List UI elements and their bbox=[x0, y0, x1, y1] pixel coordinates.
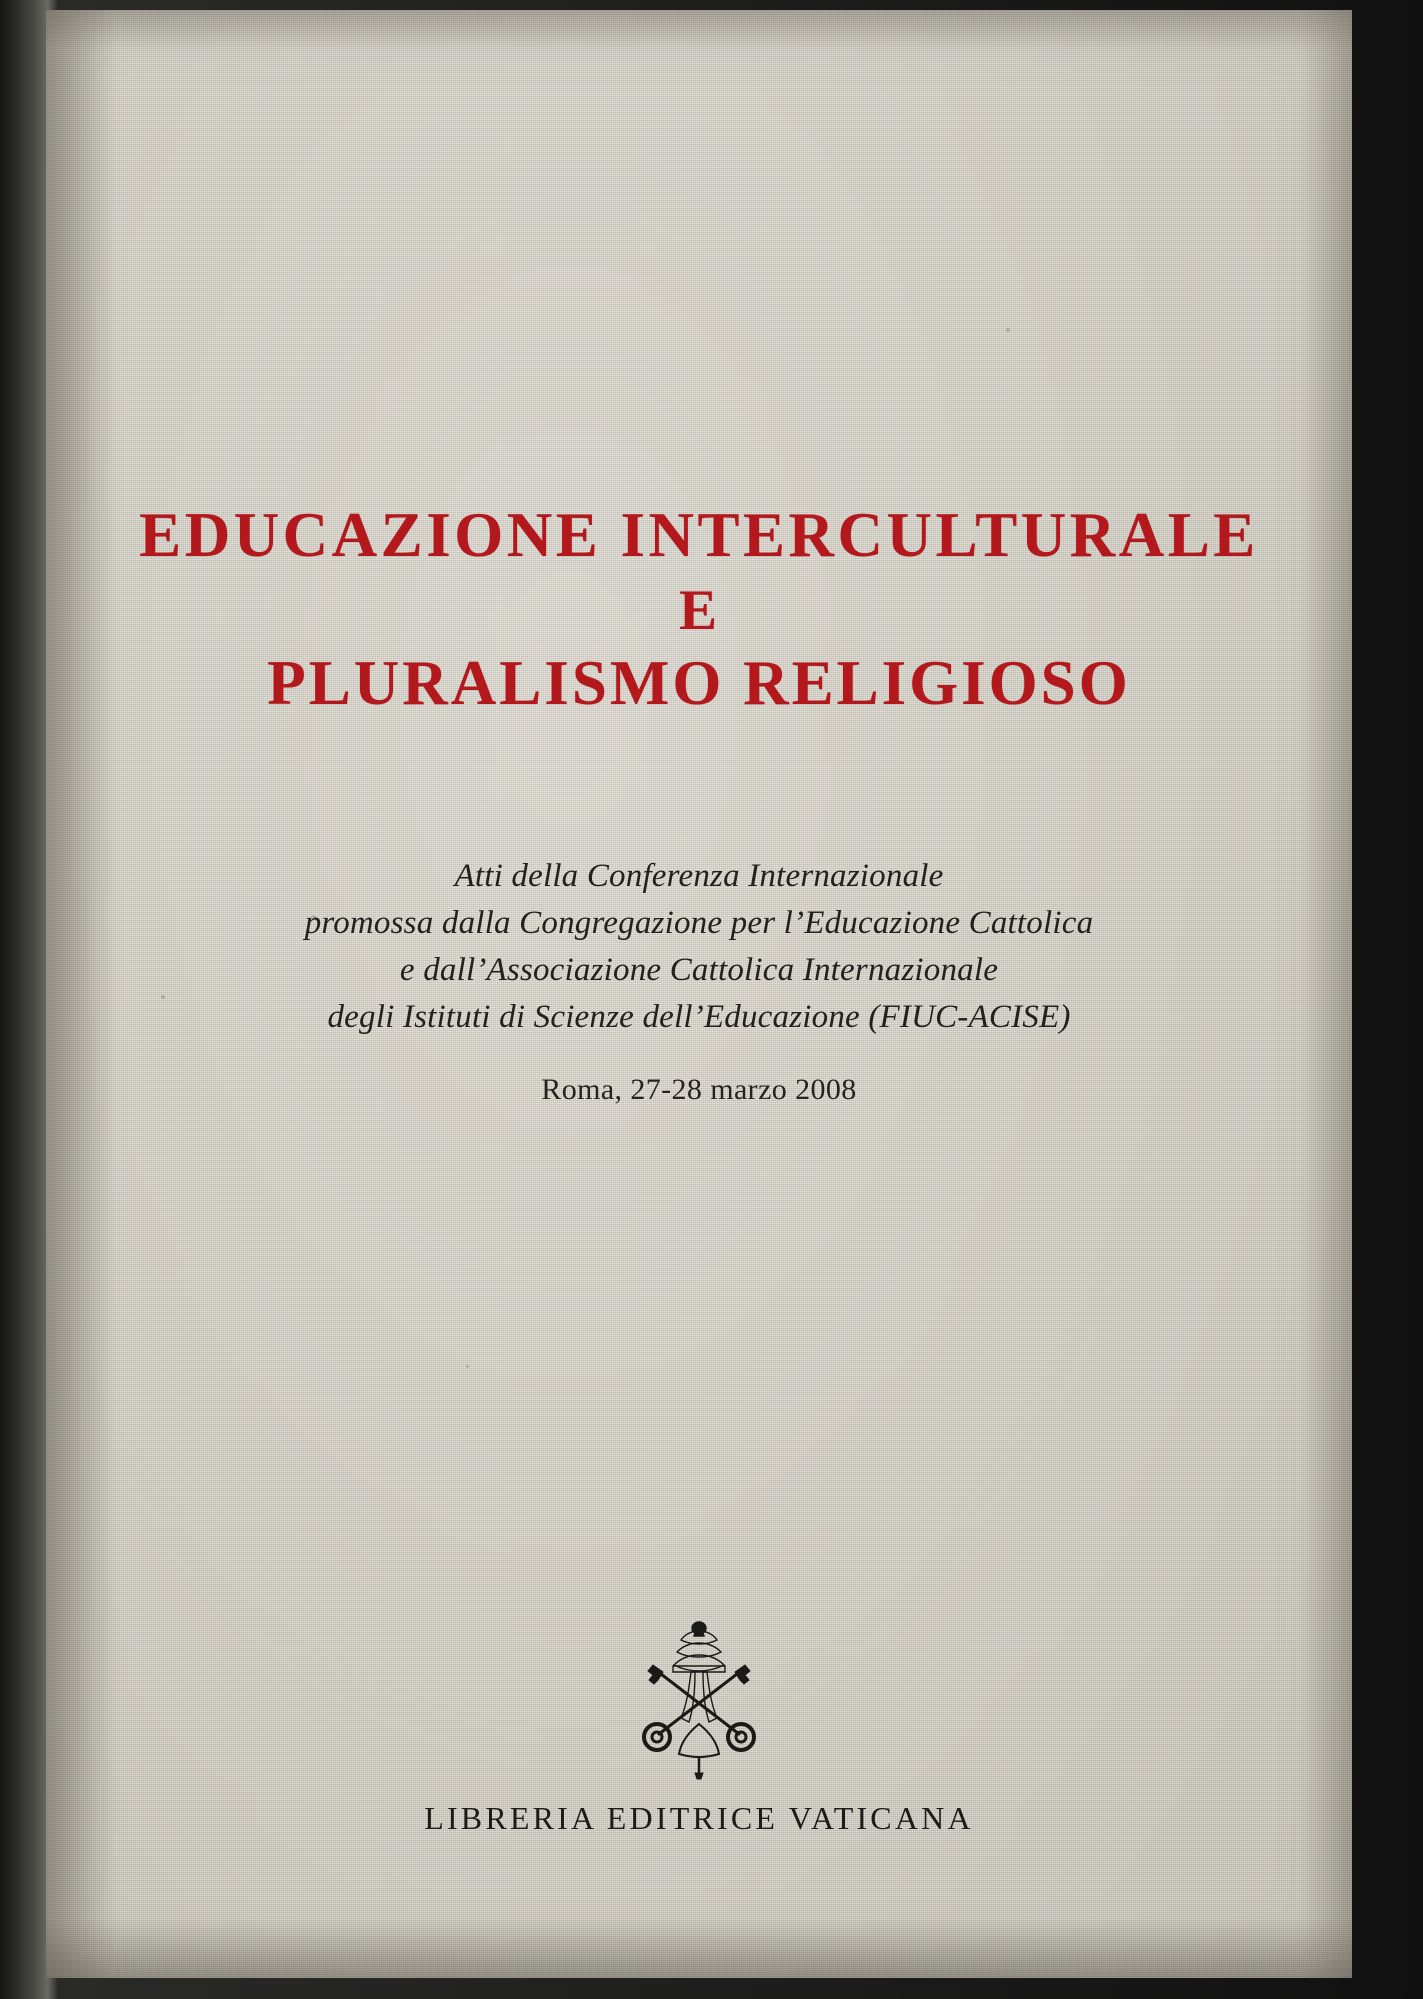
page-title bbox=[46, 500, 1352, 719]
title-line-2: E bbox=[678, 578, 720, 642]
bottom-edge-shadow bbox=[46, 1918, 1352, 1978]
subtitle-line-4: degli Istituti di Scienze dell’Educazione (FIUC-ACISE) bbox=[327, 998, 1071, 1035]
papal-keys-tiara-icon bbox=[629, 1616, 769, 1781]
book-cover bbox=[46, 10, 1352, 1978]
publisher-name: LIBRERIA EDITRICE VATICANA bbox=[424, 1800, 974, 1836]
subtitle-line-1: Atti della Conferenza Internazionale bbox=[454, 858, 944, 894]
title-line-3: PLURALISMO RELIGIOSO bbox=[267, 648, 1131, 719]
subtitle bbox=[46, 853, 1352, 1040]
subtitle-line-2: promossa dalla Congregazione per l’Educazione Cattolica bbox=[304, 904, 1094, 941]
top-edge-shadow bbox=[46, 10, 1352, 50]
scan-speckle bbox=[466, 1365, 469, 1368]
subtitle-line-3: e dall’Associazione Cattolica Internazionale bbox=[399, 951, 999, 988]
title-line-1: EDUCAZIONE INTERCULTURALE bbox=[139, 500, 1259, 570]
scan-speckle bbox=[1006, 328, 1010, 332]
conference-place-date: Roma, 27-28 marzo 2008 bbox=[541, 1073, 857, 1106]
